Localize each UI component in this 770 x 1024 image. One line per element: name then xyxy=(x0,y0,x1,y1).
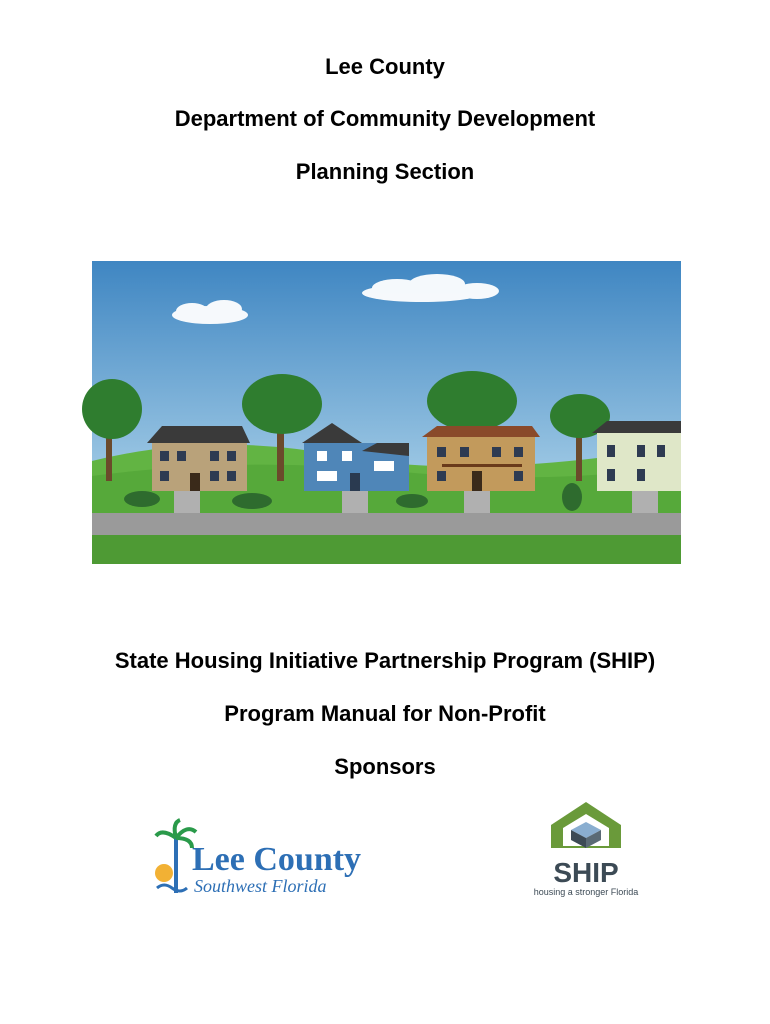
neighborhood-illustration xyxy=(92,261,681,564)
southwest-florida-wordmark: Southwest Florida xyxy=(194,876,327,896)
wave-icon xyxy=(157,885,187,891)
house-icon xyxy=(551,802,621,848)
header-department: Department of Community Development xyxy=(174,106,596,131)
ship-wordmark: SHIP xyxy=(553,857,619,888)
lee-county-wordmark: Lee County xyxy=(192,841,362,878)
title-manual: Program Manual for Non-Profit xyxy=(224,701,546,726)
palm-tree-icon xyxy=(156,820,196,893)
header-section: Planning Section xyxy=(295,159,475,184)
title-sponsors: Sponsors xyxy=(334,754,436,779)
lee-county-logo xyxy=(152,818,362,898)
header-county: Lee County xyxy=(325,54,445,79)
title-program-name: State Housing Initiative Partnership Program (SHIP) xyxy=(114,648,656,673)
ship-logo xyxy=(527,800,645,898)
ship-tagline: housing a stronger Florida xyxy=(533,887,639,897)
sun-icon xyxy=(155,864,173,882)
